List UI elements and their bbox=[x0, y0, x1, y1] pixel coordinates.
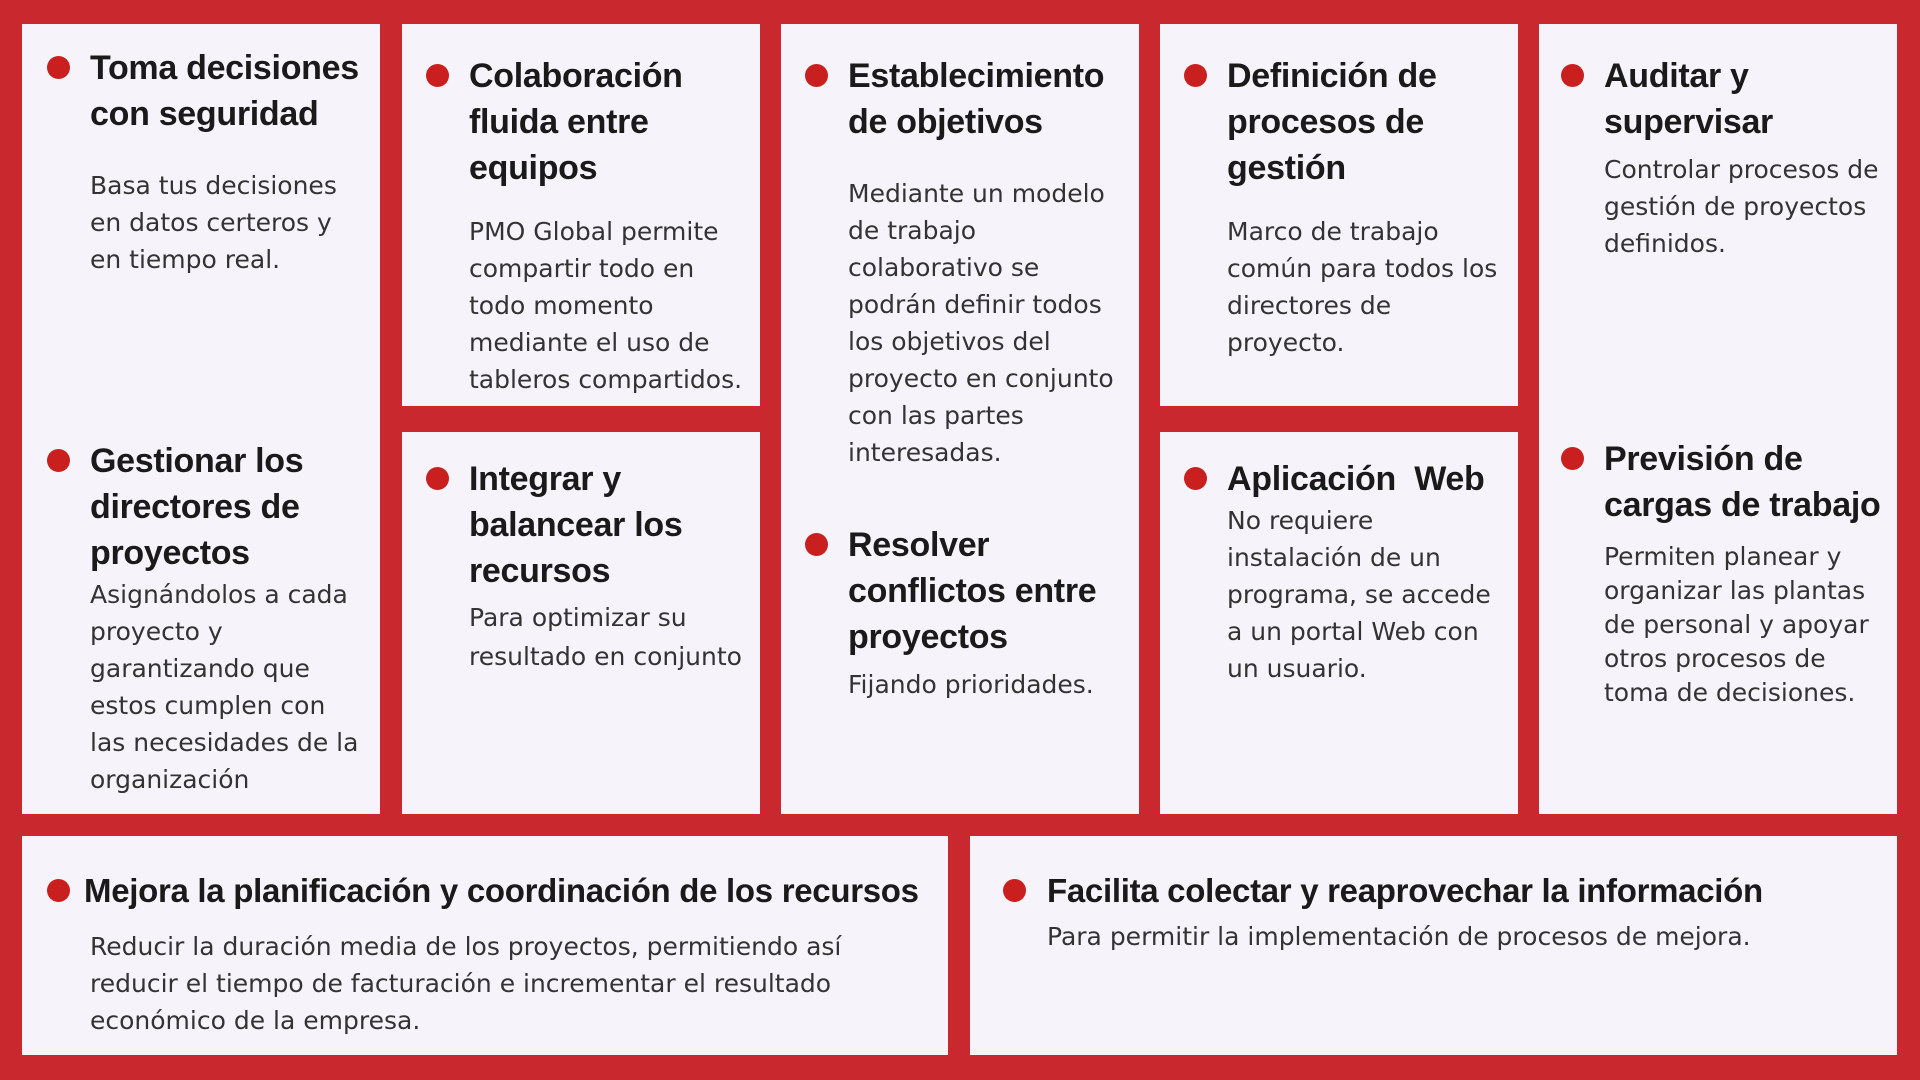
bullet-icon bbox=[47, 56, 70, 79]
card-title: Toma decisiones con seguridad bbox=[90, 49, 359, 133]
card-description: Asignándolos a cada proyecto y garantizando que estos cumplen con las necesidades de la organización bbox=[90, 580, 359, 794]
card-title: Definición de procesos de gestión bbox=[1227, 57, 1437, 187]
bullet-icon bbox=[47, 449, 70, 472]
feature-card-prevision bbox=[1561, 436, 1887, 710]
card-description: Marco de trabajo común para todos los directores de proyecto. bbox=[1227, 217, 1498, 357]
card-title: Colaboración fluida entre equipos bbox=[469, 57, 683, 187]
feature-card-recursos bbox=[426, 456, 746, 676]
bullet-icon bbox=[805, 533, 828, 556]
card-description: Permiten planear y organizar las plantas de personal y apoyar otros procesos de toma de decisiones. bbox=[1604, 542, 1869, 707]
feature-card-objetivos bbox=[805, 53, 1125, 471]
card-description: Controlar procesos de gestión de proyectos definidos. bbox=[1604, 155, 1879, 258]
card-title: Previsión de cargas de trabajo bbox=[1604, 440, 1881, 524]
feature-card-procesos bbox=[1184, 53, 1504, 361]
feature-card-decisiones bbox=[47, 45, 367, 278]
card-title: Aplicación Web bbox=[1227, 460, 1485, 498]
bullet-icon bbox=[47, 879, 70, 902]
bullet-icon bbox=[1003, 879, 1026, 902]
bullet-icon bbox=[1184, 467, 1207, 490]
card-title: Gestionar los directores de proyectos bbox=[90, 442, 304, 572]
bullet-icon bbox=[426, 467, 449, 490]
card-title: Mejora la planificación y coordinación de los recursos bbox=[84, 872, 919, 909]
card-description: Basa tus decisiones en datos certeros y en tiempo real. bbox=[90, 171, 337, 274]
card-title: Facilita colectar y reaprovechar la información bbox=[1047, 872, 1763, 909]
card-description: Para permitir la implementación de procesos de mejora. bbox=[1047, 922, 1751, 951]
feature-card-directores bbox=[47, 438, 367, 798]
card-title: Establecimiento de objetivos bbox=[848, 57, 1105, 141]
card-description: PMO Global permite compartir todo en todo momento mediante el uso de tableros compartidos. bbox=[469, 217, 743, 394]
card-title: Auditar y supervisar bbox=[1604, 57, 1773, 141]
feature-card-aplicacion-web bbox=[1184, 456, 1504, 687]
card-description: Fijando prioridades. bbox=[848, 670, 1094, 699]
bullet-icon bbox=[426, 64, 449, 87]
card-description: Para optimizar su resultado en conjunto bbox=[469, 603, 742, 671]
bullet-icon bbox=[1561, 64, 1584, 87]
card-description: Reducir la duración media de los proyectos, permitiendo así reducir el tiempo de facturación e incrementar el resultado económico de la empresa. bbox=[90, 932, 842, 1035]
card-description: No requiere instalación de un programa, se accede a un portal Web con un usuario. bbox=[1227, 506, 1491, 683]
card-title: Integrar y balancear los recursos bbox=[469, 460, 683, 590]
bullet-icon bbox=[805, 64, 828, 87]
feature-card-informacion bbox=[1003, 868, 1883, 955]
bullet-icon bbox=[1561, 447, 1584, 470]
feature-card-colaboracion bbox=[426, 53, 746, 398]
card-description: Mediante un modelo de trabajo colaborativo se podrán definir todos los objetivos del proyecto en conjunto con las partes interesadas. bbox=[848, 179, 1114, 467]
bullet-icon bbox=[1184, 64, 1207, 87]
feature-card-planificacion bbox=[47, 868, 942, 1039]
feature-card-conflictos bbox=[805, 522, 1125, 703]
feature-card-auditar bbox=[1561, 53, 1887, 262]
card-title: Resolver conflictos entre proyectos bbox=[848, 526, 1097, 656]
